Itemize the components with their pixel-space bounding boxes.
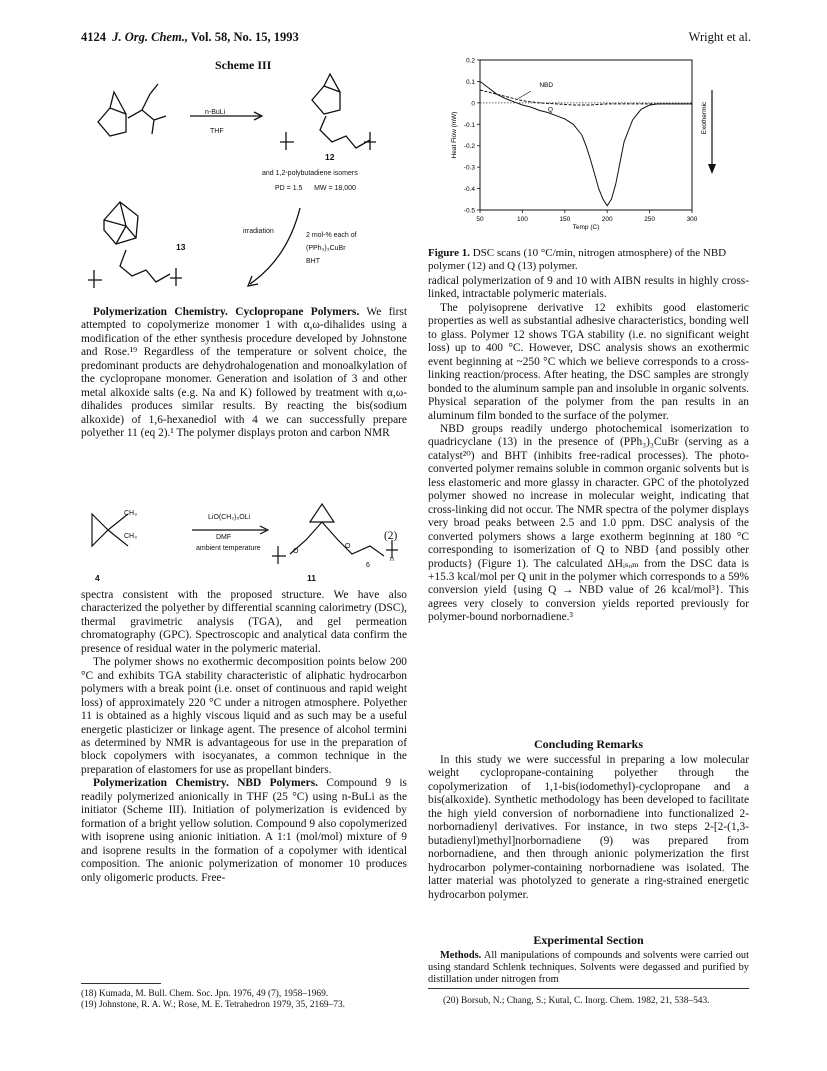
concluding-remarks-head: Concluding Remarks: [533, 737, 643, 751]
left-column-bottom: [81, 589, 407, 885]
para-polyisoprene: The polyisoprene derivative 12 exhibits good elastomeric properties as well as substantial adhesive characteristics, bonding well to glass. Polymer 12 shows TGA stability (i.e. no significant weight loss) up to 400 °C. However, DSC analysis shows an exothermic event beginning at ~250 °C which we believe corresponds to a cross-linking reaction/process. After heating, the DSC samples are strongly bonded to the aluminum sample pan and insoluble in organic solvents. Physical separation of the polymer from the pan results in an aluminum film bonded to the surface of the polymer.: [428, 301, 749, 422]
y-tick-label: -0.4: [463, 186, 475, 194]
figure-label: Figure 1.: [428, 247, 470, 259]
series-line-q: [480, 81, 692, 205]
para-photochemical: NBD groups readily undergo photochemical isomerization to quadricyclane (13) in the presence of (PPh₃)₃CuBr (serving as a catalyst²⁰) and BHT (inhibits free-radical processes). The photo-converted polymer remains soluble in common organic solvents but is less elastomeric and more glassy in character. GPC of the photolyzed polymer showed no increase in molecular weight, indicating that cross-linking did not occur. The NMR spectra of the polymer displays very broad peaks between 2.5 and 1.0 ppm. DSC analysis of the converted polymers shows a large exotherm beginning at 180 °C corresponding to isomerization of Q to NBD {and possibly other products} (Figure 1). The calculated ΔHᵢₛₒₘ from the DSC data is +15.3 kcal/mol per Q unit in the polymer which corresponds to a 59% conversion yield {using Q → NBD value of 26 kcal/mol³}. This agrees very closely to conversion yields reported previously for polymer-bound norbornadiene.³: [428, 422, 749, 624]
catalyst-line1: 2 mol-% each of: [306, 232, 357, 239]
irradiation-label: irradiation: [243, 228, 274, 235]
y-axis-label: Heat Flow (mW): [451, 111, 458, 159]
volume-info: Vol. 58, No. 15, 1993: [190, 30, 299, 44]
figure-caption: [428, 247, 749, 272]
eq-reagent: LiO(CH₂)₆OLi: [208, 514, 251, 521]
compound-12-label: 12: [325, 152, 335, 162]
eq-ch3-bottom: CH₃: [124, 533, 137, 540]
plot-frame: [480, 60, 692, 210]
right-column: [428, 275, 749, 625]
eq-solvent: DMF: [216, 534, 232, 541]
footnote-18: (18) Kumada, M. Bull. Chem. Soc. Jpn. 1976, 49 (7), 1958–1969.: [81, 989, 329, 999]
monomer-ring: [98, 108, 126, 136]
y-tick-label: 0: [471, 100, 475, 108]
dsc-chart: [440, 52, 740, 242]
para-free-radical: radical polymerization of 9 and 10 with AIBN results in highly cross-linked, intractable polymeric materials.: [428, 275, 749, 301]
section-head-cyclopropane: Polymerization Chemistry. Cyclopropane Polymers.: [93, 306, 360, 318]
footnotes-left: [81, 989, 407, 1011]
footnote-20: (20) Borsub, N.; Chang, S.; Kutal, C. Inorg. Chem. 1982, 21, 538–543.: [443, 996, 710, 1006]
eq-subscript-6: 6: [366, 562, 370, 569]
running-header-left: [81, 30, 299, 45]
para-nbd: Compound 9 is readily polymerized anionically in THF (25 °C) using n-BuLi as the initiator (Scheme III). Initiation of polymerization is evidenced by formation of a bright yellow solution. Compound 9 also copolymerized with isoprene using anionic initiation. A 1:1 (mol/mol) mixture of 9 and isoprene results in the formation of a copolymer with identical composition. The anionic polymerization of monomer 10 produces only oligomeric products. Free-: [81, 777, 407, 884]
x-tick-label: 150: [559, 216, 571, 223]
footnote-rule-right: [428, 988, 749, 989]
page-number: 4124: [81, 30, 106, 44]
eq-o-left: O: [293, 548, 299, 555]
scheme-structures: [80, 70, 410, 310]
x-tick-label: 100: [516, 216, 528, 223]
pd-mw: PD = 1.5 MW = 18,000: [275, 185, 356, 192]
equation-number: (2): [384, 530, 398, 542]
x-tick-label: 300: [686, 216, 698, 223]
left-column-top: [81, 306, 407, 441]
series-label-nbd: NBD: [539, 81, 554, 89]
para-cyclopropane: We first attempted to copolymerize monomer 1 with α,ω-dihalides using a modification of the ether synthesis procedure developed by Johnstone and Rose.¹⁹ Regardless of the temperature or solvent choice, the predominant products are dehydrohalogenation and monoalkylation of the cyclopropane monomer. Generation and isolation of 3 and other metal alkoxide salts (e.g. Na and K) followed by treatment with α,ω-dihalides produces similar results. By reacting the bis(sodium alkoxide) of 1,6-hexanediol with 4 we can successfully prepare polyether 11 (eq 2).¹ The polymer displays proton and carbon NMR: [81, 306, 407, 440]
catalyst-line3: BHT: [306, 258, 320, 265]
x-tick-label: 50: [476, 216, 484, 223]
section-head-nbd: Polymerization Chemistry. NBD Polymers.: [93, 777, 318, 790]
scheme-title: Scheme III: [215, 58, 272, 72]
compound-11-label: 11: [307, 573, 316, 583]
methods-head: Methods.: [440, 950, 482, 961]
exothermic-label: Exothermic: [701, 101, 708, 135]
reactant-cyclopropane: [92, 514, 108, 546]
scheme-reagent-nbuli: n-BuLi: [205, 109, 226, 116]
figure-caption-text: DSC scans (10 °C/min, nitrogen atmosphere) of the NBD polymer (12) and Q (13) polymer.: [428, 247, 727, 272]
eq-subscript-n: n: [390, 556, 394, 563]
y-tick-label: -0.1: [463, 121, 475, 129]
x-tick-label: 200: [601, 216, 613, 223]
methods: [428, 950, 749, 986]
y-tick-label: -0.2: [463, 143, 475, 151]
para-spectra: spectra consistent with the proposed structure. We have also characterized the polyether by differential scanning calorimetry (DSC), thermal gravimetric analysis (TGA), and gel permeation chromatography (GPC). Spectroscopic and analytical data confirm the presence of residual water in the polymeric material.: [81, 589, 407, 655]
concluding-remarks: [428, 754, 749, 902]
x-tick-label: 250: [644, 216, 656, 223]
y-tick-label: 0.1: [465, 78, 475, 86]
methods-body: All manipulations of compounds and solvents were carried out using standard Schlenk techniques. Solvents were degassed and purified by distillation under nitrogen from: [428, 950, 749, 985]
y-tick-label: -0.5: [463, 207, 475, 215]
catalyst-line2: (PPh₃)₃CuBr: [306, 245, 346, 252]
para-thermal: The polymer shows no exothermic decomposition points below 200 °C and exhibits TGA stability characteristic of aliphatic hydrocarbon polymers with a break point (i.e. onset of continuous and rapid weight loss) of approximately 220 °C under a nitrogen atmosphere. Polyether 11 is obtained as a highly viscous liquid and as such may be a useful energetic plasticizer or linkage agent. The presence of alcohol termini as determined by NMR is advantageous for use in the preparation of block copolymers with isocyanates, a common technique in the preparation of elastomers for use as propellant binders.: [81, 656, 407, 776]
series-label-q: Q: [547, 106, 553, 114]
running-header-authors: Wright et al.: [688, 30, 751, 44]
compound-13-label: 13: [176, 242, 186, 252]
compound-4-label: 4: [95, 573, 100, 583]
y-tick-label: 0.2: [465, 57, 475, 65]
isomers-note: and 1,2-polybutadiene isomers: [262, 170, 358, 177]
para-concluding: In this study we were successful in preparing a low molecular weight cyclopropane-containing polyether through the copolymerization of 1,1-bis(iodomethyl)-cyclopropane and a bis(alkoxide). Synthetic methodology has been developed to facilitate the high yield conversion of norbornadiene into functionalized 2-norbornadienyl derivatives. For instance, in two steps 2-[2-(1,3-butadienyl)methyl]norbornadiene (9) was prepared from norbornadiene, and then through anionic polymerization the first hydrocarbon polymer-containing norbornadiene was isolated. The latter material was photolyzed to generate a ring-strained energetic hydrocarbon polymer.: [428, 754, 749, 901]
journal-name: J. Org. Chem.,: [112, 30, 188, 44]
series-label-nbd-leader: [518, 91, 531, 99]
x-axis-label: Temp (C): [572, 224, 600, 231]
eq-ch3-top: CH₃: [124, 510, 137, 517]
footnote-rule-left: [81, 983, 161, 984]
y-tick-label: -0.3: [463, 164, 475, 172]
experimental-section-head: Experimental Section: [533, 933, 644, 947]
scheme-solvent: THF: [210, 128, 224, 135]
exothermic-arrow-head: [708, 164, 716, 174]
eq-conditions: ambient temperature: [196, 545, 261, 552]
footnote-19: (19) Johnstone, R. A. W.; Rose, M. E. Tetrahedron 1979, 35, 2169–73.: [81, 1000, 345, 1010]
eq-o-right: O: [345, 543, 351, 550]
